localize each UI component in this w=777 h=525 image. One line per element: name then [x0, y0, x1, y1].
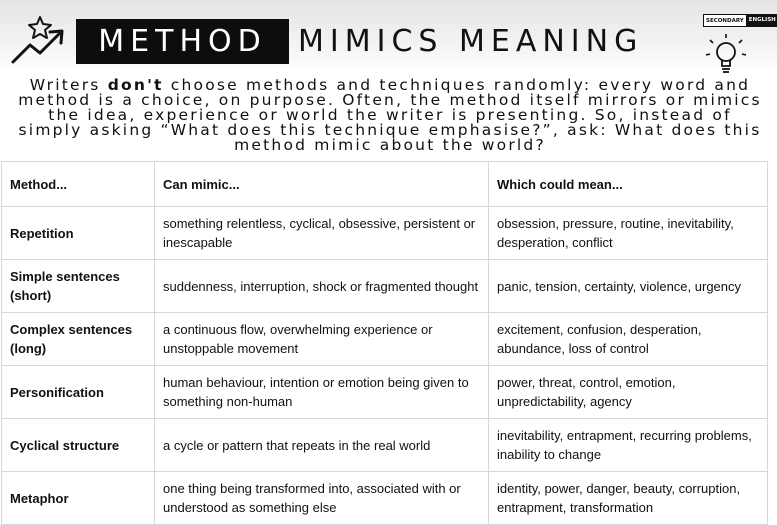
mimic-cell: suddenness, interruption, shock or fragmented thought: [155, 260, 489, 313]
meaning-cell: excitement, confusion, desperation, abundance, loss of control: [489, 313, 768, 366]
method-cell: Metaphor: [2, 472, 155, 525]
methods-table: [1, 161, 768, 525]
meaning-cell: identity, power, danger, beauty, corruption, entrapment, transformation: [489, 472, 768, 525]
intro-emphasis: don't: [107, 76, 164, 94]
title-highlight: METHOD: [76, 19, 289, 64]
method-cell: Cyclical structure: [2, 419, 155, 472]
intro-paragraph: [14, 78, 766, 153]
brand-part-2: ENGLISH: [747, 14, 777, 27]
mimic-cell: a cycle or pattern that repeats in the real world: [155, 419, 489, 472]
lightbulb-icon: [704, 34, 752, 80]
table-header-row: [2, 162, 768, 207]
trend-up-star-icon: [10, 15, 68, 67]
table-row: [2, 260, 768, 313]
table-row: [2, 419, 768, 472]
method-cell: Complex sentences (long): [2, 313, 155, 366]
header-meaning: Which could mean...: [489, 162, 768, 207]
table-row: [2, 207, 768, 260]
mimic-cell: something relentless, cyclical, obsessive, persistent or inescapable: [155, 207, 489, 260]
brand-part-1: SECONDARY: [703, 14, 747, 27]
mimic-cell: one thing being transformed into, associated with or understood as something else: [155, 472, 489, 525]
title-rest: MIMICS MEANING: [298, 24, 644, 59]
table-row: [2, 313, 768, 366]
method-cell: Simple sentences (short): [2, 260, 155, 313]
mimic-cell: a continuous flow, overwhelming experience or unstoppable movement: [155, 313, 489, 366]
intro-part-2: choose methods and techniques randomly: every word and method is a choice, on purpose. Often, the method itself mirrors or mimics the idea, experience or world the writer is presenting. So, instead of simply asking “What does this technique emphasise?”, ask: What does this method mimic about the world?: [18, 76, 762, 154]
method-cell: Personification: [2, 366, 155, 419]
brand-logo: [703, 14, 776, 27]
table-row: [2, 472, 768, 525]
meaning-cell: power, threat, control, emotion, unpredictability, agency: [489, 366, 768, 419]
intro-part-1: Writers: [29, 76, 108, 94]
meaning-cell: inevitability, entrapment, recurring problems, inability to change: [489, 419, 768, 472]
mimic-cell: human behaviour, intention or emotion being given to something non-human: [155, 366, 489, 419]
header-mimic: Can mimic...: [155, 162, 489, 207]
method-cell: Repetition: [2, 207, 155, 260]
header-method: Method...: [2, 162, 155, 207]
meaning-cell: panic, tension, certainty, violence, urgency: [489, 260, 768, 313]
meaning-cell: obsession, pressure, routine, inevitability, desperation, conflict: [489, 207, 768, 260]
table-row: [2, 366, 768, 419]
